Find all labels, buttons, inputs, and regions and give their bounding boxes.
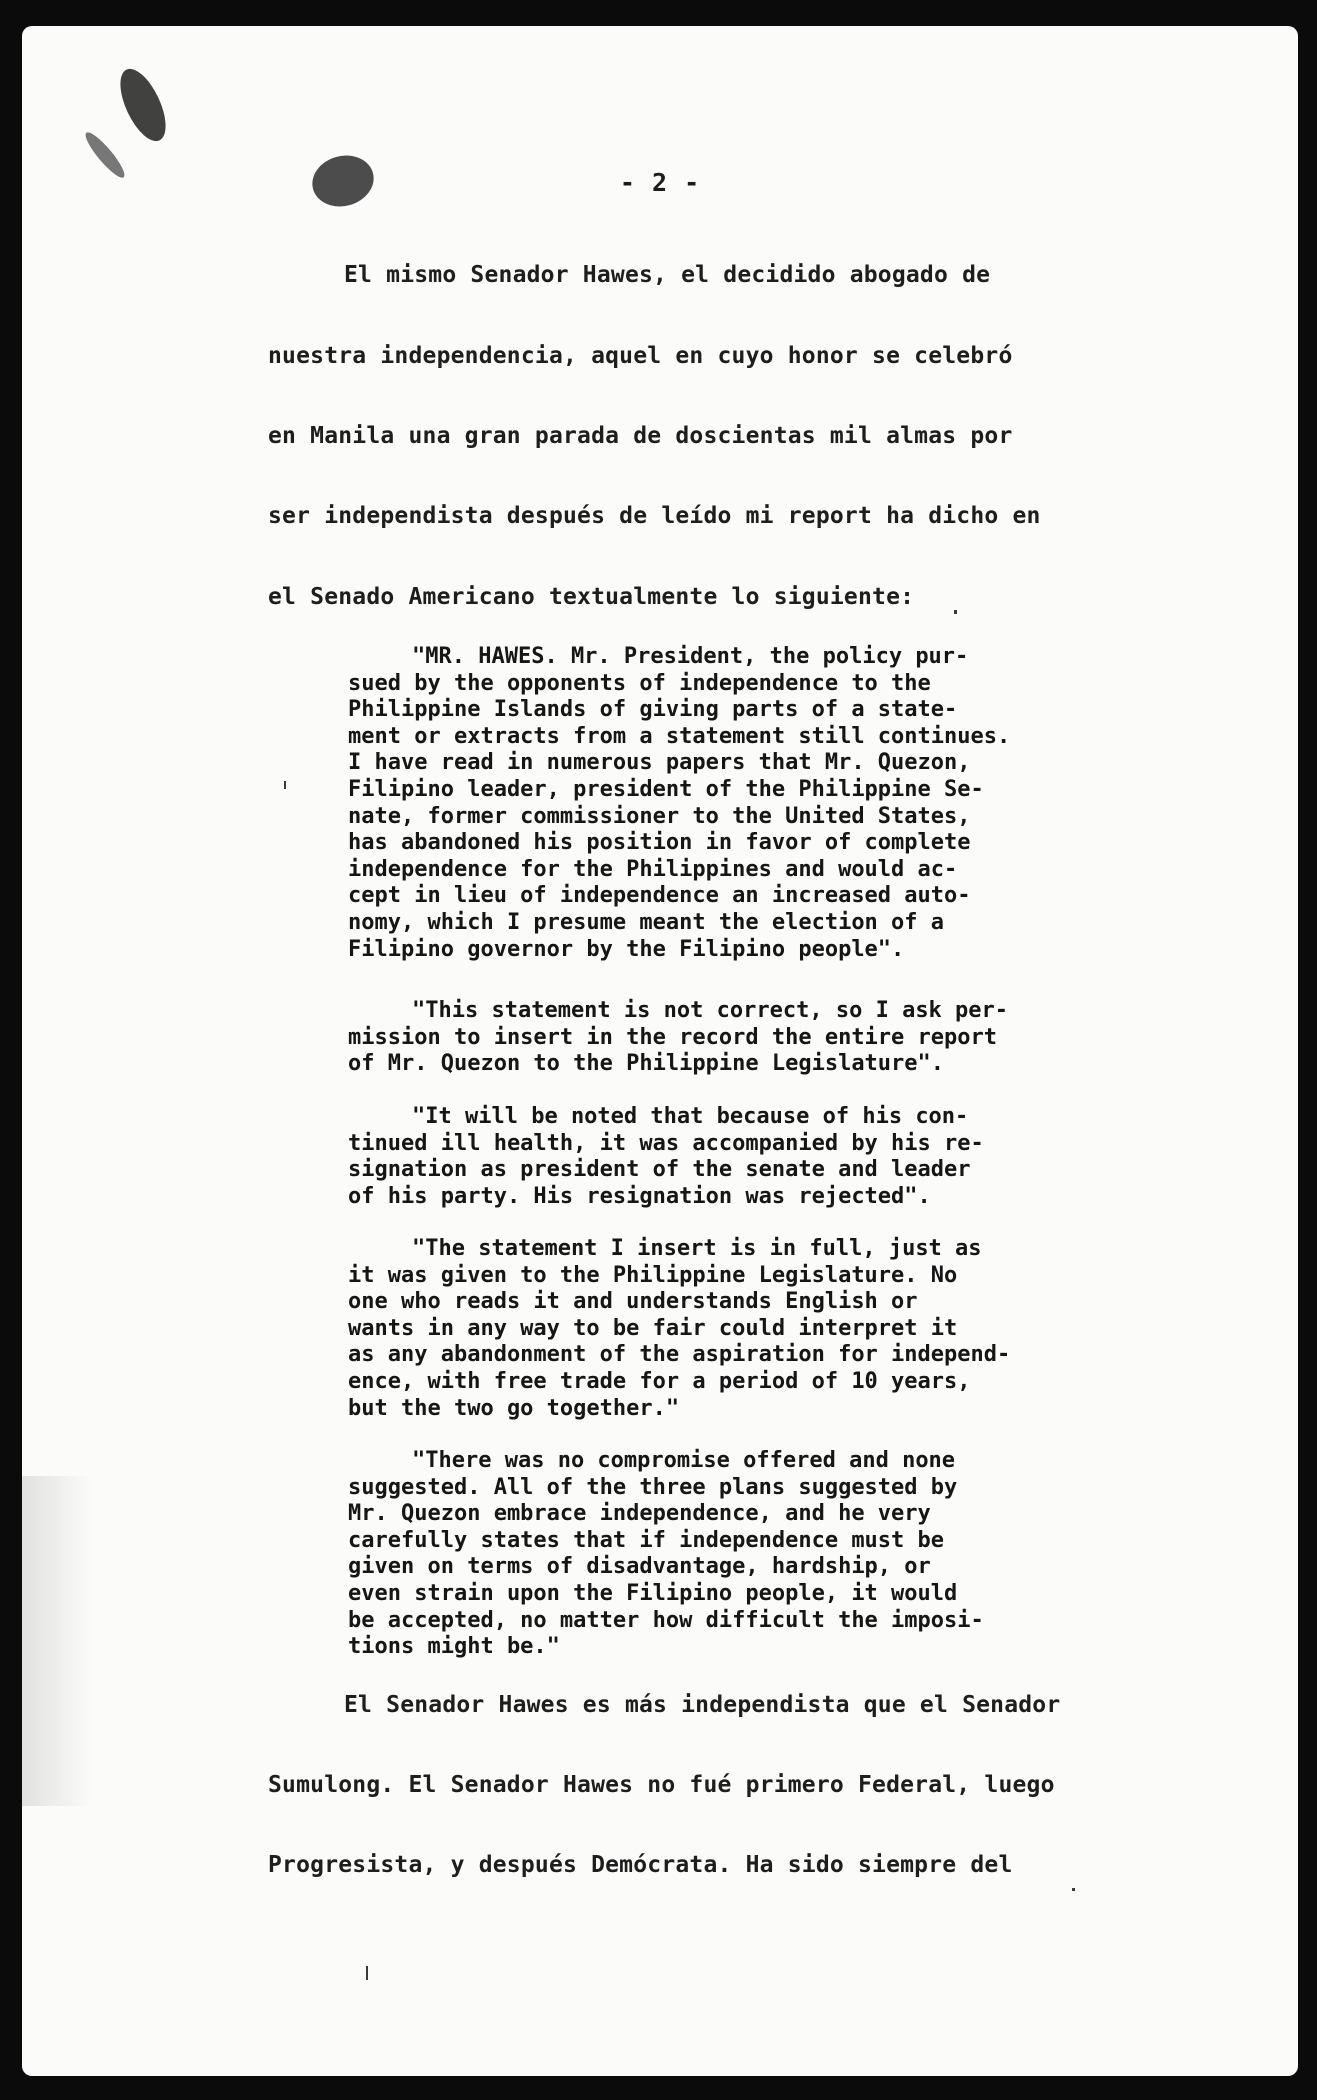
quote-line: "The statement I insert is in full, just as — [412, 1236, 982, 1261]
quote-line: ment or extracts from a statement still continues. — [348, 723, 1011, 749]
intro-line: nuestra independencia, aquel en cuyo honor se celebró — [268, 343, 1013, 369]
quote-line: suggested. All of the three plans suggested by — [348, 1474, 958, 1500]
quote-line: Filipino leader, president of the Philippine Se- — [348, 777, 984, 802]
quote-line: sued by the opponents of independence to the — [348, 670, 931, 696]
page-number: - 2 - — [619, 168, 701, 197]
quote-line: nomy, which I presume meant the election of a — [348, 910, 945, 935]
quote-line: signation as president of the senate and leader — [348, 1157, 971, 1183]
quote-line: one who reads it and understands English or — [348, 1289, 918, 1315]
quote-line: mission to insert in the record the entire report — [348, 1024, 998, 1050]
ink-smudge-top-left — [111, 62, 175, 147]
quote-line: carefully states that if independence must be — [348, 1527, 945, 1553]
intro-line: El mismo Senador Hawes, el decidido abogado de — [344, 262, 991, 288]
closing-line: Progresista, y después Demócrata. Ha sido siempre del — [268, 1852, 1013, 1878]
quote-line: Mr. Quezon embrace independence, and he very — [348, 1501, 931, 1527]
quote-line: tinued ill health, it was accompanied by his re- — [348, 1130, 984, 1156]
quote-line: "MR. HAWES. Mr. President, the policy pur- — [412, 644, 969, 669]
scan-edge-shadow — [22, 1476, 92, 1806]
quote-line: of Mr. Quezon to the Philippine Legislature". — [348, 1051, 945, 1077]
quote-line: cept in lieu of independence an increased auto- — [348, 883, 971, 909]
intro-line: ser independista después de leído mi report ha dicho en — [268, 503, 1041, 529]
quote-line: given on terms of disadvantage, hardship, or — [348, 1554, 931, 1580]
speck — [284, 781, 286, 789]
quote-line: even strain upon the Filipino people, it would — [348, 1581, 958, 1606]
quote-line: be accepted, no matter how difficult the imposi- — [348, 1607, 984, 1633]
quote-line: has abandoned his position in favor of complete — [348, 830, 971, 856]
quote-line: it was given to the Philippine Legislature. No — [348, 1262, 958, 1288]
closing-line: Sumulong. El Senador Hawes no fué primero Federal, luego — [268, 1772, 1055, 1798]
quote-line: of his party. His resignation was rejected". — [348, 1183, 931, 1209]
closing-line: El Senador Hawes es más independista que el Senador — [344, 1692, 1061, 1718]
quote-line: independence for the Philippines and would ac- — [348, 856, 958, 882]
speck — [366, 1966, 368, 1980]
speck — [1072, 1888, 1075, 1891]
quote-line: as any abandonment of the aspiration for independ- — [348, 1342, 1011, 1368]
quote-line: ence, with free trade for a period of 10 years, — [348, 1369, 971, 1394]
intro-line: el Senado Americano textualmente lo siguiente: — [268, 584, 915, 610]
quote-line: wants in any way to be fair could interpret it — [348, 1315, 958, 1341]
quote-line: nate, former commissioner to the United States, — [348, 803, 971, 829]
quote-line: Philippine Islands of giving parts of a state- — [348, 697, 958, 723]
document-page — [22, 26, 1298, 2076]
quote-line: Filipino governor by the Filipino people". — [348, 936, 905, 962]
speck — [954, 610, 957, 614]
intro-line: en Manila una gran parada de doscientas mil almas por — [268, 423, 1013, 449]
quote-line: "This statement is not correct, so I ask per- — [412, 998, 1009, 1023]
quote-line: "It will be noted that because of his con- — [412, 1104, 969, 1129]
quote-line: "There was no compromise offered and none — [412, 1448, 956, 1473]
quote-line: but the two go together." — [348, 1395, 680, 1421]
quote-line: I have read in numerous papers that Mr. Quezon, — [348, 750, 971, 776]
quote-line: tions might be." — [348, 1634, 560, 1660]
